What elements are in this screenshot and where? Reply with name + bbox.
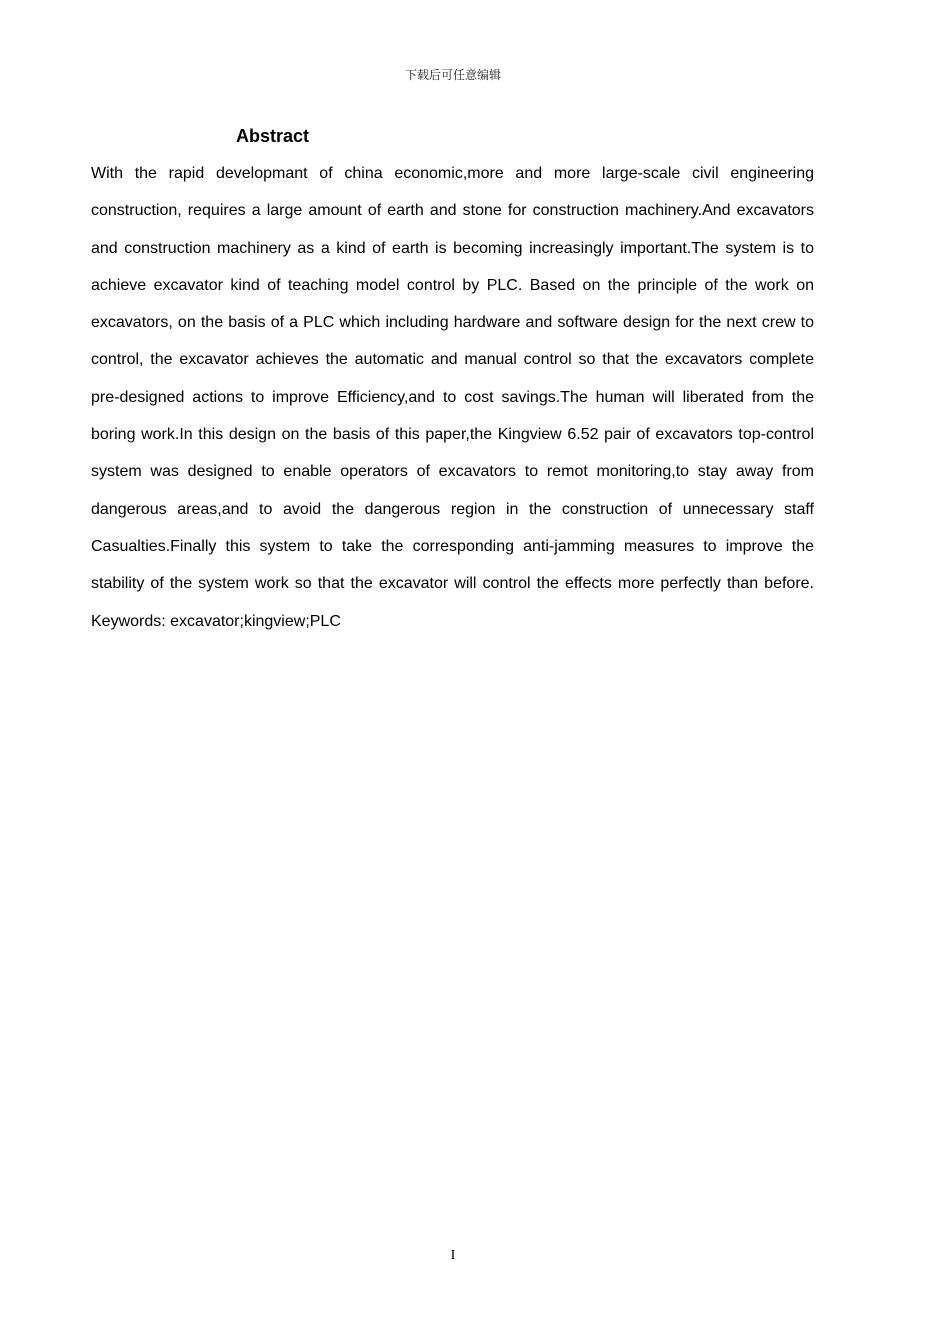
abstract-title: Abstract (236, 126, 310, 146)
page-number: I (450, 1248, 456, 1263)
abstract-body: With the rapid developmant of china economic,more and more large-scale civil engineering construction, requires a large amount of earth and stone for construction machinery.And excavators and construction machinery as a kind of earth is becoming increasingly important.The system is to achieve excavator kind of teaching model control by PLC. Based on the principle of the work on excavators, on the basis of a PLC which including hardware and software design for the next crew to control, the excavator achieves the automatic and manual control so that the excavators complete pre-designed actions to improve Efficiency,and to cost savings.The human will liberated from the boring work.In this design on the basis of this paper,the Kingview 6.52 pair of excavators top-control system was designed to enable operators of excavators to remot monitoring,to stay away from dangerous areas,and to avoid the dangerous region in the construction of unnecessary staff Casualties.Finally this system to take the corresponding anti-jamming measures to improve the stability of the system work so that the excavator will control the effects more perfectly than before. Keywords: excavator;kingview;PLC (91, 165, 814, 630)
header-note: 下载后可任意编辑 (404, 68, 501, 82)
